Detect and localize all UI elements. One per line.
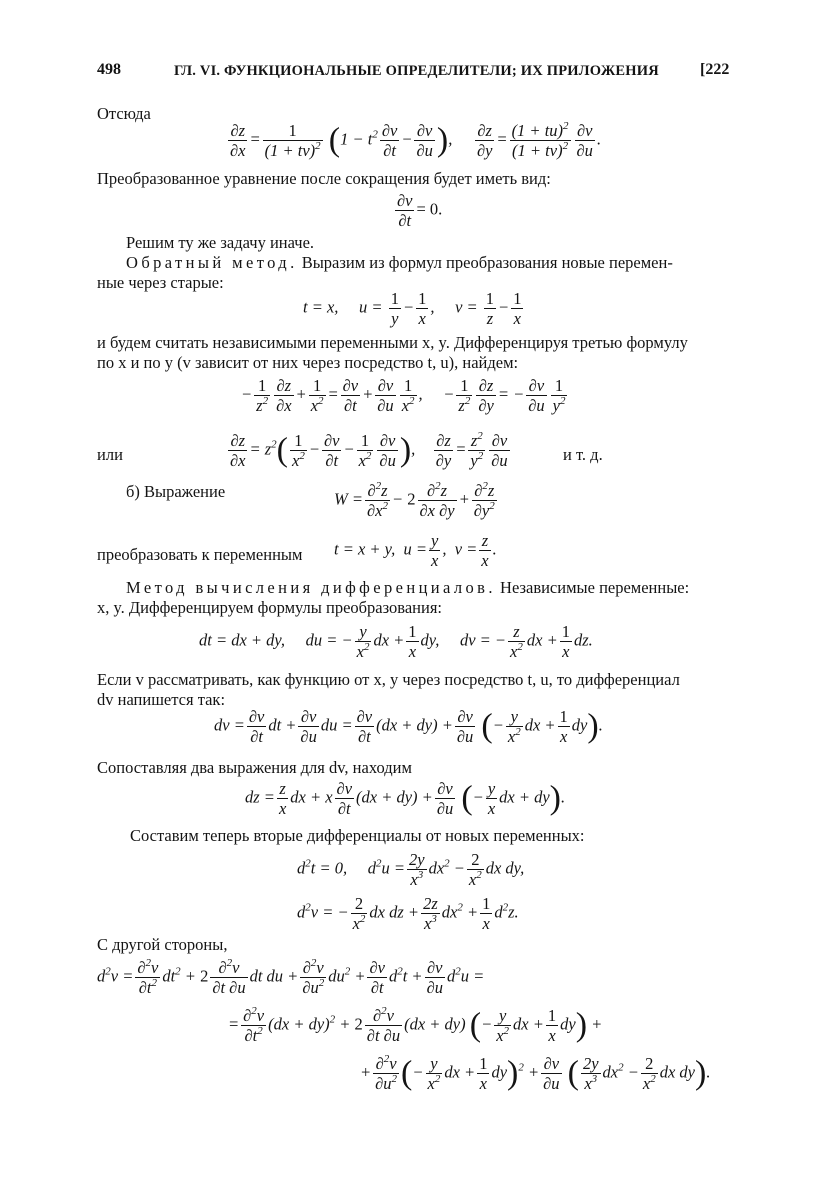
diff-method-line2: x, y. Дифференцируем формулы преобразования: bbox=[97, 598, 443, 617]
diff-method-rest: Независимые переменные: bbox=[500, 578, 690, 597]
formula-dv-dt-zero: $\frac{\partial v}{\partial t}$ = 0. bbox=[397, 191, 443, 230]
formula-second-differentials-2: $d^2v$ = − $\frac{2}{x^2}$ dx dz + $\frac{2z}{x^3}$ $dx^2$ + $\frac{1}{x}$ $d^2z$. bbox=[297, 894, 519, 933]
formula-dz-expressed: $\frac{\partial z}{\partial x}$ = $z^2$( $\frac{1}{x^2}$ − $\frac{\partial v}{\partial t}$ − $\frac{1}{x^2}$ $\frac{\partial v}{\partial u}$ ), $\frac{\partial z}{\partial y}$ = $\frac{z^2}{y^2}$ $\frac{\partial v}{\partial u}$ bbox=[230, 430, 508, 470]
formula-dv-full: dv = $\frac{\partial v}{\partial t}$ dt + $\frac{\partial v}{\partial u}$ du = $\frac{\partial v}{\partial t}$ (dx + dy) + $\frac{\partial v}{\partial u}$ (− $\frac{y}{x^2}$ dx + $\frac{1}{x}$ dy). bbox=[214, 707, 603, 746]
text-if-v-line1: Если v рассматривать, как функцию от x, y через посредство t, u, то дифференциал bbox=[97, 670, 680, 689]
text-transformed-eq: Преобразованное уравнение после сокращения будет иметь вид: bbox=[97, 169, 551, 188]
text-i-t-d: и т. д. bbox=[563, 445, 603, 464]
text-item-b: б) Выражение bbox=[126, 482, 226, 501]
chapter-title: ГЛ. VI. ФУНКЦИОНАЛЬНЫЕ ОПРЕДЕЛИТЕЛИ; ИХ ПРИЛОЖЕНИЯ bbox=[174, 63, 659, 79]
text-compare: Сопоставляя два выражения для dv, находим bbox=[97, 758, 412, 777]
text-other-side: С другой стороны, bbox=[97, 935, 228, 954]
formula-differentiated-third: − $\frac{1}{z^2}$ $\frac{\partial z}{\partial x}$ + $\frac{1}{x^2}$ = $\frac{\partial v}{\partial t}$ + $\frac{\partial v}{\partial u}$ $\frac{1}{x^2}$ , − $\frac{1}{z^2}$ $\frac{\partial z}{\partial y}$ = − $\frac{\partial v}{\partial u}$ $\frac{1}{y^2}$ bbox=[241, 376, 566, 415]
reverse-method-line2: ные через старые: bbox=[97, 273, 224, 292]
reverse-method-rest: Выразим из формул преобразования новые перемен- bbox=[301, 253, 673, 272]
formula-reverse-substitution: t = x, u = $\frac{1}{y}$ − $\frac{1}{x}$ , v = $\frac{1}{z}$ − $\frac{1}{x}$ bbox=[303, 289, 522, 328]
formula-first-differentials: dt = dx + dy, du = − $\frac{y}{x^2}$ dx + $\frac{1}{x}$ dy, dv = − $\frac{z}{x^2}$ dx + $\frac{1}{x}$ dz. bbox=[199, 622, 593, 661]
section-number: [222 bbox=[700, 61, 730, 78]
formula-d2v-line3: + $\frac{\partial^2v}{\partial u^2}$ (− $\frac{y}{x^2}$ dx + $\frac{1}{x}$ dy)$^2$ + $\frac{\partial v}{\partial u}$ ( $\frac{2y}{x^3}$ $dx^2$ − $\frac{2}{x^2}$ dx dy). bbox=[360, 1053, 711, 1093]
text-transform-to: преобразовать к переменным bbox=[97, 545, 303, 564]
formula-d2v-line1: $d^2v$ = $\frac{\partial^2v}{\partial t^2}$ $dt^2 + 2$ $\frac{\partial^2v}{\partial t \partial u}$ dt du + $\frac{\partial^2v}{\partial u^2}$ $du^2$ + $\frac{\partial v}{\partial t}$ $d^2t$ + $\frac{\partial v}{\partial u}$ $d^2u$ = bbox=[97, 957, 485, 997]
page-number: 498 bbox=[97, 61, 121, 78]
text-second-diff: Составим теперь вторые дифференциалы от новых переменных: bbox=[130, 826, 585, 845]
reverse-method-line1 bbox=[126, 253, 673, 273]
formula-dz: dz = $\frac{z}{x}$ dx + x $\frac{\partial v}{\partial t}$ (dx + dy) + $\frac{\partial v}{\partial u}$ (− $\frac{y}{x}$ dx + dy). bbox=[245, 779, 566, 818]
formula-W: W = $\frac{\partial^2z}{\partial x^2}$ − 2 $\frac{\partial^2z}{\partial x \partial y}$ + $\frac{\partial^2z}{\partial y^2}$ bbox=[334, 480, 495, 520]
formula-new-vars: t = x + y, u = $\frac{y}{x}$ , v = $\frac{z}{x}$ . bbox=[334, 531, 497, 570]
formula-second-differentials-1: $d^2t = 0$, $d^2u$ = $\frac{2y}{x^3}$ $dx^2$ − $\frac{2}{x^2}$ dx dy, bbox=[297, 850, 525, 889]
reverse-method-title: Обратный метод. bbox=[126, 253, 298, 272]
diff-method-line1 bbox=[126, 578, 689, 598]
diff-method-title: Метод вычисления дифференциалов. bbox=[126, 578, 496, 597]
text-ili: или bbox=[97, 445, 123, 464]
text-if-v-line2: dv напишется так: bbox=[97, 690, 226, 709]
formula-dz-dx-dz-dy: $\frac{\partial z}{\partial x}$ = $\frac{1}{(1 + tv)^2}$ ($1 - t^2$ $\frac{\partial v}{\partial t}$ − $\frac{\partial v}{\partial u}$ ), $\frac{\partial z}{\partial y}$ = $\frac{(1 + tu)^2}{(1 + tv)^2}$ $\frac{\partial v}{\partial u}$ . bbox=[230, 120, 602, 160]
text-indep-line2: по x и по y (v зависит от них через посредство t, u), найдем: bbox=[97, 353, 519, 372]
text-solve-again: Решим ту же задачу иначе. bbox=[126, 233, 315, 252]
text-otsyuda: Отсюда bbox=[97, 104, 151, 123]
text-indep-line1: и будем считать независимыми переменными x, y. Дифференцируя третью формулу bbox=[97, 333, 688, 352]
formula-d2v-line2: = $\frac{\partial^2v}{\partial t^2}$ (dx + dy)$^2$ + 2 $\frac{\partial^2v}{\partial t \partial u}$ (dx + dy) (− $\frac{y}{x^2}$ dx + $\frac{1}{x}$ dy) + bbox=[228, 1005, 603, 1045]
